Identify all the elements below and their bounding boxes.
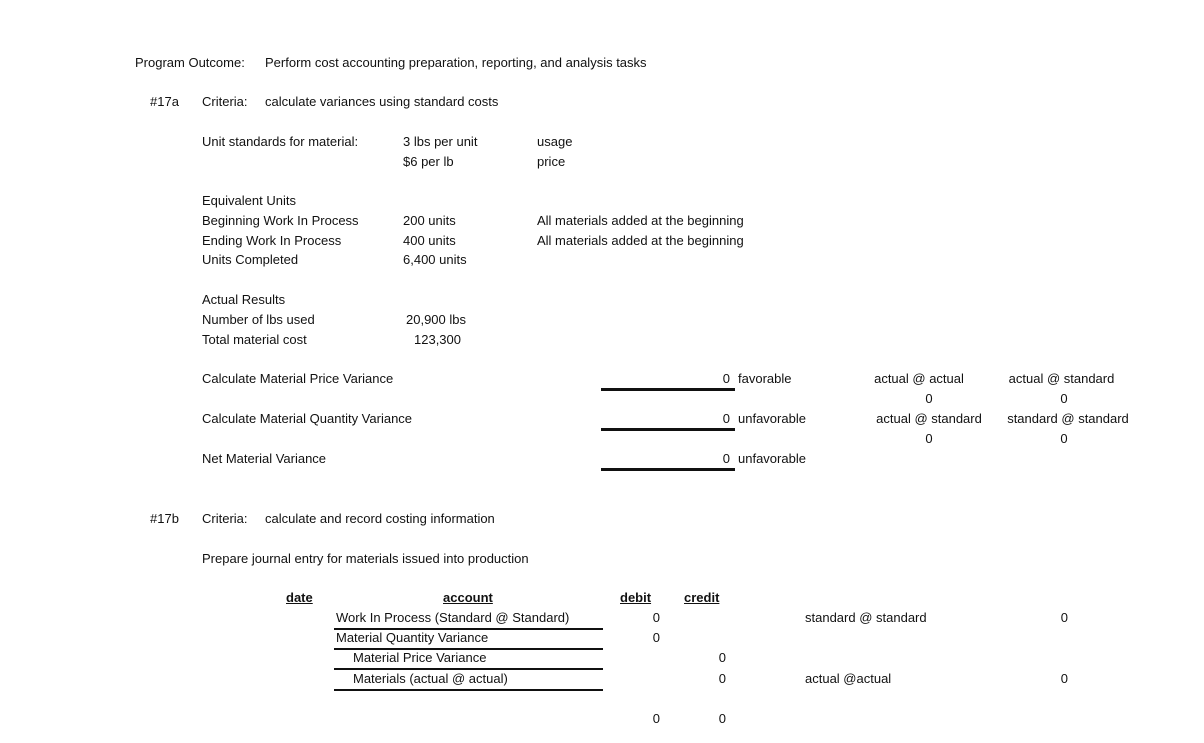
criteria-17a-label: Criteria: xyxy=(202,94,248,109)
ewip-label: Ending Work In Process xyxy=(202,233,342,248)
journal-total-credit[interactable]: 0 xyxy=(718,711,726,726)
journal-row-debit[interactable]: 0 xyxy=(652,610,660,625)
bwip-note: All materials added at the beginning xyxy=(537,213,744,228)
lbs-used-label: Number of lbs used xyxy=(202,312,315,327)
standard-price: $6 per lb xyxy=(403,154,454,169)
standard-quantity-note: usage xyxy=(537,134,573,149)
criteria-17b-text: calculate and record costing information xyxy=(265,511,495,526)
price-variance-type: favorable xyxy=(738,371,792,386)
equivalent-units-title: Equivalent Units xyxy=(202,193,296,208)
side-actual-at-actual-label: actual @actual xyxy=(805,671,892,686)
journal-total-debit[interactable]: 0 xyxy=(652,711,660,726)
net-variance-underline xyxy=(601,468,735,471)
actual-results-title: Actual Results xyxy=(202,292,286,307)
actual-at-actual-value[interactable]: 0 xyxy=(925,391,933,406)
journal-entry-prompt: Prepare journal entry for materials issued into production xyxy=(202,551,529,566)
journal-row-underline xyxy=(334,689,603,691)
journal-header-debit: debit xyxy=(620,590,652,605)
unit-standards-label: Unit standards for material: xyxy=(202,134,359,149)
journal-row-account[interactable]: Material Quantity Variance xyxy=(336,630,489,645)
units-completed-value: 6,400 units xyxy=(403,252,467,267)
program-outcome-text: Perform cost accounting preparation, reporting, and analysis tasks xyxy=(265,55,647,70)
price-variance-value[interactable]: 0 xyxy=(722,371,730,386)
criteria-17a-text: calculate variances using standard costs xyxy=(265,94,499,109)
journal-row-debit[interactable]: 0 xyxy=(652,630,660,645)
actual-at-standard-2-label: actual @ standard xyxy=(876,411,982,426)
ewip-note: All materials added at the beginning xyxy=(537,233,744,248)
journal-row-underline xyxy=(334,668,603,670)
material-cost-value: 123,300 xyxy=(414,332,461,347)
quantity-variance-underline xyxy=(601,428,735,431)
price-variance-underline xyxy=(601,388,735,391)
journal-row-account[interactable]: Materials (actual @ actual) xyxy=(353,671,508,686)
bwip-label: Beginning Work In Process xyxy=(202,213,359,228)
quantity-variance-value[interactable]: 0 xyxy=(722,411,730,426)
net-variance-label: Net Material Variance xyxy=(202,451,327,466)
material-cost-label: Total material cost xyxy=(202,332,307,347)
journal-row-account[interactable]: Work In Process (Standard @ Standard) xyxy=(336,610,570,625)
section-17b-number: #17b xyxy=(150,511,179,526)
journal-row-credit[interactable]: 0 xyxy=(718,650,726,665)
net-variance-value[interactable]: 0 xyxy=(722,451,730,466)
actual-at-standard-value[interactable]: 0 xyxy=(1060,391,1068,406)
journal-header-account: account xyxy=(443,590,493,605)
program-outcome-label: Program Outcome: xyxy=(135,55,245,70)
standard-quantity: 3 lbs per unit xyxy=(403,134,478,149)
standard-price-note: price xyxy=(537,154,566,169)
units-completed-label: Units Completed xyxy=(202,252,299,267)
actual-at-actual-label: actual @ actual xyxy=(874,371,964,386)
actual-at-standard-label: actual @ standard xyxy=(1008,371,1115,386)
journal-header-date: date xyxy=(286,590,313,605)
journal-header-credit: credit xyxy=(684,590,720,605)
side-actual-at-actual-value[interactable]: 0 xyxy=(1060,671,1068,686)
actual-at-standard-2-value[interactable]: 0 xyxy=(925,431,933,446)
journal-row-account[interactable]: Material Price Variance xyxy=(353,650,487,665)
criteria-17b-label: Criteria: xyxy=(202,511,248,526)
standard-at-standard-value[interactable]: 0 xyxy=(1060,431,1068,446)
side-standard-at-standard-label: standard @ standard xyxy=(805,610,927,625)
journal-row-credit[interactable]: 0 xyxy=(718,671,726,686)
quantity-variance-type: unfavorable xyxy=(738,411,806,426)
standard-at-standard-label: standard @ standard xyxy=(1007,411,1129,426)
bwip-value: 200 units xyxy=(403,213,456,228)
lbs-used-value: 20,900 lbs xyxy=(406,312,466,327)
quantity-variance-label: Calculate Material Quantity Variance xyxy=(202,411,413,426)
net-variance-type: unfavorable xyxy=(738,451,806,466)
price-variance-label: Calculate Material Price Variance xyxy=(202,371,394,386)
ewip-value: 400 units xyxy=(403,233,456,248)
side-standard-at-standard-value[interactable]: 0 xyxy=(1060,610,1068,625)
section-17a-number: #17a xyxy=(150,94,179,109)
